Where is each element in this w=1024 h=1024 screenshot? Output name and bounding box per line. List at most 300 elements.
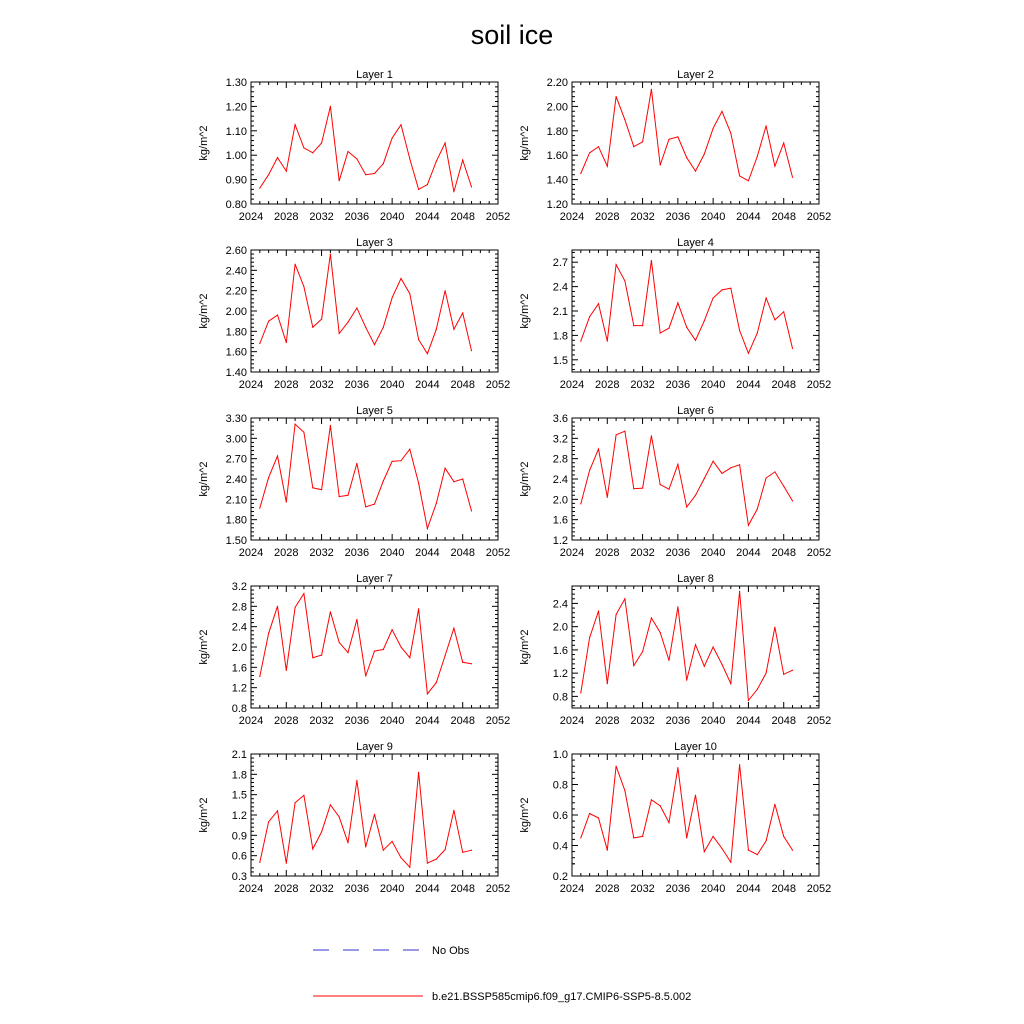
data-point	[356, 780, 357, 781]
data-point	[642, 325, 643, 326]
y-tick-label: 1.40	[225, 367, 247, 379]
x-tick-label: 2048	[450, 211, 475, 223]
data-point	[268, 321, 269, 322]
y-tick-label: 0.9	[231, 830, 247, 843]
data-point	[339, 816, 340, 817]
x-tick-label: 2028	[595, 211, 620, 223]
x-tick-label: 2040	[379, 715, 405, 727]
y-tick-label: 1.5	[231, 789, 247, 802]
panel-layer-7	[198, 573, 510, 727]
x-tick-label: 2040	[379, 211, 405, 223]
x-tick-label: 2048	[771, 715, 796, 727]
y-tick-label: 2.0	[552, 621, 568, 634]
plot-frame	[251, 586, 498, 708]
data-point	[589, 637, 590, 638]
data-point	[721, 473, 722, 474]
plot-frame	[251, 82, 498, 204]
data-point	[704, 851, 705, 852]
panel-title: Layer 5	[356, 405, 393, 417]
data-point	[624, 431, 625, 432]
plot-frame	[251, 418, 498, 540]
data-point	[312, 152, 313, 153]
data-point	[730, 862, 731, 863]
data-point	[580, 173, 581, 174]
data-point	[783, 486, 784, 487]
data-point	[277, 810, 278, 811]
data-point	[748, 180, 749, 181]
data-point	[321, 319, 322, 320]
x-tick-label: 2052	[485, 547, 511, 559]
panel-title: Layer 3	[356, 237, 393, 249]
data-point	[677, 136, 678, 137]
panel-layer-9	[198, 741, 510, 895]
data-point	[668, 489, 669, 490]
y-tick-label: 1.6	[552, 644, 568, 657]
data-point	[356, 463, 357, 464]
data-point	[766, 297, 767, 298]
y-tick-label: 1.2	[552, 668, 568, 681]
data-point	[580, 837, 581, 838]
y-tick-label: 2.00	[546, 101, 568, 114]
data-point	[580, 503, 581, 504]
plot-frame	[572, 250, 819, 372]
x-tick-label: 2024	[238, 379, 264, 391]
y-tick-label: 0.4	[552, 840, 568, 853]
data-point	[330, 804, 331, 805]
y-tick-label: 2.4	[231, 621, 247, 634]
data-point	[321, 489, 322, 490]
x-tick-label: 2028	[274, 547, 299, 559]
x-tick-label: 2036	[665, 547, 691, 559]
data-point	[400, 124, 401, 125]
data-point	[677, 767, 678, 768]
y-tick-label: 2.7	[552, 257, 568, 270]
y-tick-label: 1.80	[225, 514, 247, 527]
y-tick-label: 1.60	[225, 346, 247, 359]
data-point	[312, 848, 313, 849]
y-tick-label: 2.1	[231, 749, 247, 761]
data-point	[409, 293, 410, 294]
x-tick-label: 2048	[771, 379, 796, 391]
data-point	[436, 161, 437, 162]
data-point	[792, 177, 793, 178]
y-tick-label: 2.60	[225, 245, 247, 257]
y-tick-label: 2.70	[225, 453, 247, 466]
plot-frame	[572, 418, 819, 540]
data-point	[607, 497, 608, 498]
x-tick-label: 2044	[415, 211, 440, 223]
y-axis-label: kg/m^2	[519, 293, 531, 329]
data-point	[445, 655, 446, 656]
data-point	[286, 171, 287, 172]
data-point	[695, 171, 696, 172]
data-point	[616, 614, 617, 615]
data-point	[321, 831, 322, 832]
data-point	[774, 166, 775, 167]
x-tick-label: 2052	[485, 715, 511, 727]
data-point	[633, 325, 634, 326]
y-tick-label: 0.90	[225, 174, 247, 187]
data-point	[624, 598, 625, 599]
panel-title: Layer 4	[677, 237, 714, 249]
y-axis-label: kg/m^2	[198, 629, 210, 665]
data-point	[277, 455, 278, 456]
data-point	[445, 142, 446, 143]
data-point	[713, 297, 714, 298]
x-tick-label: 2036	[665, 883, 691, 895]
x-tick-label: 2052	[485, 379, 511, 391]
plot-frame	[251, 250, 498, 372]
data-point	[339, 642, 340, 643]
data-point	[347, 151, 348, 152]
data-point	[427, 184, 428, 185]
data-point	[607, 166, 608, 167]
x-tick-label: 2036	[665, 715, 691, 727]
data-point	[757, 854, 758, 855]
panel-layer-4	[519, 237, 831, 391]
y-tick-label: 0.8	[552, 691, 568, 704]
data-point	[445, 849, 446, 850]
x-tick-label: 2044	[736, 715, 761, 727]
data-point	[418, 608, 419, 609]
data-point	[471, 510, 472, 511]
plot-frame	[572, 82, 819, 204]
data-point	[660, 484, 661, 485]
data-point	[757, 508, 758, 509]
x-tick-label: 2052	[485, 883, 511, 895]
data-point	[277, 315, 278, 316]
data-point	[668, 822, 669, 823]
x-tick-label: 2032	[630, 883, 655, 895]
data-point	[607, 683, 608, 684]
data-point	[286, 670, 287, 671]
data-point	[766, 125, 767, 126]
data-point	[365, 846, 366, 847]
x-tick-label: 2032	[630, 547, 655, 559]
y-tick-label: 3.6	[552, 413, 568, 425]
data-point	[607, 341, 608, 342]
x-tick-label: 2024	[559, 379, 585, 391]
x-tick-label: 2040	[700, 211, 726, 223]
x-tick-label: 2044	[736, 211, 761, 223]
data-point	[616, 96, 617, 97]
x-tick-label: 2032	[630, 715, 655, 727]
data-point	[330, 611, 331, 612]
panel-layer-3	[198, 237, 510, 391]
y-tick-label: 1.8	[231, 769, 247, 782]
data-point	[739, 175, 740, 176]
data-point	[598, 817, 599, 818]
data-point	[721, 289, 722, 290]
data-point	[268, 477, 269, 478]
data-point	[409, 158, 410, 159]
data-point	[383, 327, 384, 328]
panel-layer-5	[198, 405, 510, 559]
data-point	[598, 448, 599, 449]
data-point	[783, 836, 784, 837]
x-tick-label: 2028	[595, 715, 620, 727]
x-tick-label: 2032	[309, 883, 334, 895]
data-point	[580, 341, 581, 342]
data-point	[721, 111, 722, 112]
data-point	[436, 503, 437, 504]
data-point	[783, 142, 784, 143]
data-point	[704, 478, 705, 479]
data-point	[365, 675, 366, 676]
y-tick-label: 1.6	[231, 662, 247, 675]
data-point	[766, 840, 767, 841]
data-point	[651, 89, 652, 90]
data-point	[668, 139, 669, 140]
x-tick-label: 2048	[771, 547, 796, 559]
x-tick-label: 2028	[274, 715, 299, 727]
y-tick-label: 3.30	[225, 413, 247, 425]
x-tick-label: 2024	[238, 883, 264, 895]
series-line	[581, 431, 793, 525]
y-axis-label: kg/m^2	[519, 797, 531, 833]
data-point	[704, 320, 705, 321]
x-tick-label: 2044	[736, 379, 761, 391]
data-point	[268, 821, 269, 822]
panel-title: Layer 10	[674, 741, 717, 753]
data-point	[713, 461, 714, 462]
y-axis-label: kg/m^2	[198, 293, 210, 329]
data-point	[321, 655, 322, 656]
data-point	[471, 186, 472, 187]
data-point	[347, 842, 348, 843]
data-point	[303, 795, 304, 796]
y-axis-label: kg/m^2	[519, 125, 531, 161]
x-tick-label: 2044	[736, 883, 761, 895]
x-tick-label: 2040	[379, 379, 405, 391]
data-point	[748, 850, 749, 851]
y-tick-label: 1.6	[552, 514, 568, 527]
series-line	[581, 261, 793, 354]
data-point	[418, 483, 419, 484]
data-point	[374, 651, 375, 652]
x-tick-label: 2036	[344, 715, 370, 727]
data-point	[453, 329, 454, 330]
data-point	[633, 837, 634, 838]
data-point	[774, 804, 775, 805]
data-point	[677, 302, 678, 303]
data-point	[330, 425, 331, 426]
data-point	[721, 848, 722, 849]
y-tick-label: 3.2	[231, 581, 247, 593]
data-point	[471, 850, 472, 851]
x-tick-label: 2024	[559, 547, 585, 559]
x-tick-label: 2040	[700, 547, 726, 559]
panel-layer-1	[198, 69, 510, 223]
y-tick-label: 0.6	[552, 810, 568, 822]
panel-title: Layer 8	[677, 573, 714, 585]
data-point	[616, 434, 617, 435]
legend-label-model: b.e21.BSSP585cmip6.f09_g17.CMIP6-SSP5-8.5.002	[432, 991, 692, 1003]
data-point	[739, 764, 740, 765]
data-point	[642, 836, 643, 837]
data-point	[471, 663, 472, 664]
x-tick-label: 2052	[485, 211, 511, 223]
data-point	[312, 657, 313, 658]
y-tick-label: 1.5	[552, 354, 568, 367]
series-line	[581, 89, 793, 181]
data-point	[757, 332, 758, 333]
y-tick-label: 2.1	[552, 306, 568, 318]
data-point	[259, 676, 260, 677]
data-point	[598, 303, 599, 304]
data-point	[374, 173, 375, 174]
y-tick-label: 1.10	[225, 125, 247, 138]
x-tick-label: 2036	[344, 883, 370, 895]
data-point	[580, 692, 581, 693]
y-tick-label: 1.60	[546, 150, 568, 163]
data-point	[783, 311, 784, 312]
data-point	[453, 191, 454, 192]
y-tick-label: 3.2	[552, 433, 568, 446]
data-point	[589, 152, 590, 153]
x-tick-label: 2052	[806, 211, 832, 223]
data-point	[651, 617, 652, 618]
data-point	[356, 307, 357, 308]
data-point	[392, 841, 393, 842]
x-tick-label: 2040	[700, 379, 726, 391]
data-point	[427, 693, 428, 694]
data-point	[427, 863, 428, 864]
series-line	[581, 765, 793, 863]
data-point	[739, 330, 740, 331]
plot-frame	[572, 586, 819, 708]
data-point	[383, 850, 384, 851]
x-tick-label: 2052	[806, 715, 832, 727]
data-point	[462, 662, 463, 663]
data-point	[303, 593, 304, 594]
series-line	[260, 106, 472, 191]
data-point	[748, 700, 749, 701]
data-point	[739, 591, 740, 592]
x-tick-label: 2036	[665, 379, 691, 391]
data-point	[374, 504, 375, 505]
x-tick-label: 2044	[415, 379, 440, 391]
data-point	[259, 343, 260, 344]
x-tick-label: 2048	[771, 211, 796, 223]
data-point	[686, 837, 687, 838]
x-tick-label: 2028	[274, 883, 299, 895]
y-tick-label: 2.4	[552, 281, 568, 294]
series-line	[260, 772, 472, 867]
data-point	[436, 682, 437, 683]
y-tick-label: 2.20	[546, 77, 568, 89]
data-point	[365, 174, 366, 175]
panel-layer-2	[519, 69, 831, 223]
y-tick-label: 2.0	[231, 642, 247, 654]
data-point	[312, 487, 313, 488]
data-point	[374, 814, 375, 815]
data-point	[383, 480, 384, 481]
x-tick-label: 2032	[309, 211, 334, 223]
x-tick-label: 2032	[630, 211, 655, 223]
data-point	[660, 332, 661, 333]
y-tick-label: 0.8	[552, 779, 568, 792]
series-line	[260, 424, 472, 528]
data-point	[356, 158, 357, 159]
data-point	[462, 160, 463, 161]
data-point	[347, 322, 348, 323]
data-point	[427, 528, 428, 529]
x-tick-label: 2040	[700, 715, 726, 727]
data-point	[589, 813, 590, 814]
y-tick-label: 0.3	[231, 871, 247, 883]
data-point	[757, 156, 758, 157]
data-point	[713, 128, 714, 129]
data-point	[259, 508, 260, 509]
series-line	[260, 594, 472, 694]
data-point	[713, 646, 714, 647]
x-tick-label: 2032	[309, 715, 334, 727]
y-tick-label: 0.6	[231, 850, 247, 863]
data-point	[400, 460, 401, 461]
x-tick-label: 2028	[274, 379, 299, 391]
data-point	[695, 495, 696, 496]
data-point	[668, 328, 669, 329]
x-tick-label: 2044	[736, 547, 761, 559]
x-tick-label: 2024	[559, 715, 585, 727]
y-tick-label: 2.10	[225, 494, 247, 507]
data-point	[383, 163, 384, 164]
data-point	[668, 660, 669, 661]
data-point	[471, 350, 472, 351]
y-axis-label: kg/m^2	[198, 461, 210, 497]
y-tick-label: 2.00	[225, 306, 247, 318]
data-point	[356, 619, 357, 620]
x-tick-label: 2048	[450, 547, 475, 559]
data-point	[330, 254, 331, 255]
y-tick-label: 1.2	[552, 535, 568, 547]
data-point	[295, 802, 296, 803]
data-point	[462, 478, 463, 479]
data-point	[686, 680, 687, 681]
data-point	[616, 264, 617, 265]
y-tick-label: 2.8	[231, 601, 247, 614]
data-point	[277, 606, 278, 607]
data-point	[704, 153, 705, 154]
data-point	[624, 280, 625, 281]
data-point	[633, 146, 634, 147]
data-point	[453, 481, 454, 482]
data-point	[624, 119, 625, 120]
data-point	[783, 674, 784, 675]
data-point	[295, 264, 296, 265]
data-point	[598, 146, 599, 147]
data-point	[695, 795, 696, 796]
data-point	[774, 319, 775, 320]
data-point	[418, 339, 419, 340]
y-tick-label: 2.4	[552, 474, 568, 486]
data-point	[766, 673, 767, 674]
data-point	[330, 106, 331, 107]
data-point	[616, 766, 617, 767]
data-point	[303, 286, 304, 287]
x-tick-label: 2036	[344, 211, 370, 223]
data-point	[792, 348, 793, 349]
data-point	[642, 651, 643, 652]
plot-frame	[572, 754, 819, 876]
data-point	[686, 327, 687, 328]
data-point	[677, 464, 678, 465]
x-tick-label: 2048	[771, 883, 796, 895]
data-point	[277, 157, 278, 158]
panel-grid	[198, 69, 831, 895]
data-point	[295, 607, 296, 608]
